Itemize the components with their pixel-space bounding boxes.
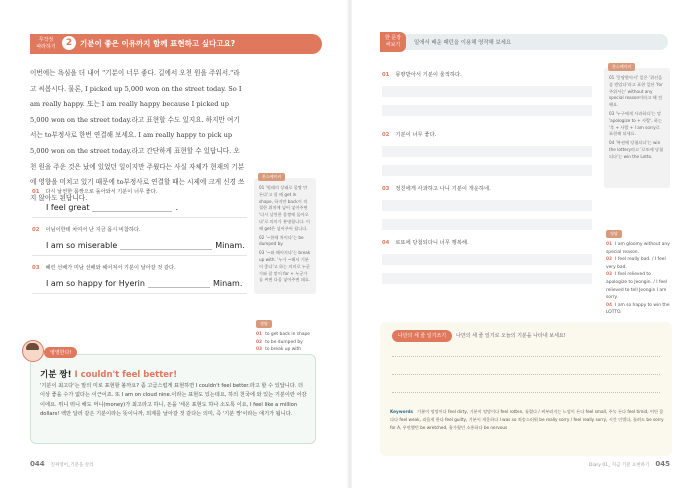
hint-box — [254, 174, 316, 294]
answer-blank[interactable] — [120, 241, 212, 250]
writing-item — [382, 184, 592, 230]
exercise-answer-line: I am so miserable Minam. — [46, 241, 245, 250]
section-tag-line1: 한 문장 — [384, 35, 402, 41]
page-number: 044 — [30, 460, 45, 468]
section-tag-line2: 써보기 — [385, 42, 401, 48]
writing-prompt: 01 몽땅받아서 기분이 울적하다. — [382, 72, 462, 78]
answer-blank[interactable] — [148, 279, 210, 288]
exercise-item — [32, 226, 247, 256]
writing-field[interactable] — [382, 200, 592, 211]
writing-field[interactable] — [382, 105, 592, 116]
exercise-answer-line: I feel great . — [46, 203, 179, 212]
tip-badge: 영영한다! — [44, 347, 77, 358]
exercise-answer: I am so miserable — [46, 241, 118, 250]
exercise-prompt: 01 다시 날씬한 몸짱으로 돌아와서 기분이 너무 좋다. — [32, 189, 158, 195]
diary-line[interactable] — [392, 356, 660, 357]
writing-field[interactable] — [382, 273, 592, 284]
section-tag-line2: 따라하기 — [36, 44, 56, 50]
page-footer — [30, 460, 93, 468]
diary-line[interactable] — [392, 392, 660, 393]
writing-field[interactable] — [382, 165, 592, 176]
answer-tag: 정답 — [606, 230, 622, 238]
writing-field[interactable] — [382, 146, 592, 157]
page-number: 045 — [655, 460, 670, 468]
exercise-answer: I am so happy for Hyerin — [46, 279, 145, 288]
keywords: Keywords 기분이 엉망이다 feel dirty, 기분이 엉망이다 feel rotten, 틀렸다 / 찌부러지는 느낌이 든다 feel small, 주눅 든다 feel timid, 어딘 몸 다다 feel weak, 괴롭게 한다 feel guilty, 기분이 개운하다 I was so 죄송스러워 be really sorry / feel really sorry, 시간 인별다, 틀려도 be sorry for A, 우연했던 be wretched, 흘가웠던 소흥하다 be nervous — [390, 409, 664, 430]
answer-key — [606, 220, 672, 317]
writing-prompt: 02 기분이 너무 좋다. — [382, 132, 437, 138]
diary-box — [380, 322, 672, 456]
writing-field[interactable] — [382, 219, 592, 230]
diary-heading: 나만의 세 줄 일기쓰기 — [392, 330, 452, 342]
hint-box — [604, 64, 670, 188]
exercise-answer: I feel great — [46, 203, 90, 212]
hint-tag: 찬스베이커 — [258, 173, 285, 181]
answer-tag: 정답 — [256, 320, 272, 328]
diary-subheading: 나만의 세 줄 일기로 오늘의 기분을 나타내 보세요! — [456, 333, 566, 339]
hint-text: 01 '원래의 상태로 몸짱 만든다'고 할 때 get in shape, 하지만 back이 적절한 위치에 넣어 넣어주면 '다시 날씬한 몸짱에 돌아오다'로 의미가 분명합니다. 이때 get은 넣어주어 됩니다. 02 '~한테 차이다'는 be dumped by. 03 '~와 헤어지다'는 break up with. '누가 ~해서 기분이 좋다'고 하는 의미로 누군가와 잘 맞이 for + 누군가를 씨면 다음 넣어주면 돼요. — [259, 185, 311, 283]
footer-label: 진짜영어_기분을 살리 — [50, 463, 94, 468]
exercise-answer-line: I am so happy for Hyerin Minam. — [46, 279, 243, 288]
hint-text: 01 '몽땅받아서' 일은 '위선을 좀 받았다'라고 표현 일단 'for 주위서는' without any special reason이라고 해 전해요. 03 '누구에게 사과하다'는 말 'apologize to + 사람', 하는 '후 + 사람 + I am sorry로 표현해 되세요. 04 '복권에 당첨되다'는 win the lottery라고 '로또에 당첨되다'는 win the Lotto. — [609, 75, 664, 159]
section-title: 기분이 좋은 이유까지 함께 표현하고 싶다고요? — [80, 39, 236, 48]
exercise-prompt: 03 혜린 선배가 미남 선배와 헤어져서 기분이 날아갈 것 같다. — [32, 265, 176, 271]
explanation-text: 이번에는 욕심을 더 내어 "기분이 너무 좋다. 길에서 오천 원을 주워서."라고 씨봅시다. 물론, I picked up 5,000 won on the street today. So I am really happy. 또는 I am really happy because I picked up 5,000 won on the street today.라고 표현할 수도 있지요. 하지만 여기서는 to부정사로 한번 연결해 보세요. I am really happy to pick up 5,000 won on the street today.라고 간단하게 표현할 수 있답니다. 오천 원을 주운 것은 났에 있었던 일이지만 주웠다는 사실 자체가 현재의 기분에 영향을 미치고 있기 때문에 to부정사로 연결할 때는 시제에 크게 신경 쓰지 않아도 된답니다. — [30, 69, 245, 202]
section-tag — [32, 34, 60, 54]
exercise-prompt: 02 이님이한테 차여서 난 지금 몹시 비참하다. — [32, 227, 141, 233]
avatar — [22, 340, 44, 362]
section-tag-line1: 무작정 — [38, 37, 54, 43]
writing-field[interactable] — [382, 86, 592, 97]
writing-field[interactable] — [382, 254, 592, 265]
writing-prompt: 04 로또에 당첨되다니 너무 행복해. — [382, 240, 469, 246]
page-footer — [589, 460, 670, 468]
writing-item — [382, 70, 592, 116]
tip-text: '기분이 최고다'는 말의 미로 표현할 볼까요? 좀 고급스럽게 표현하면 I couldn't feel better.라고 할 수 있답니다. 더 이상 좋을 수가 없다는 이근이죠. 또 I am on cloud nine.이라는 표현도 있는데요, 하의 천국에 와 있는 기분이란 어감이에요. 뛰니 뛰니 해도 머니(money)가 최고라고 하니, 돈을 '세온 표현도 하나 소도록 이요, I feel like a million dollars! 백만 달러 같은 기분이라는 뜻이니까, 외제를 날아갈 것 같다는 의미, 즉 '기분 짱'이라는 얘기가 됩니다. — [40, 383, 307, 417]
section-tag — [380, 32, 406, 52]
diary-line[interactable] — [392, 374, 660, 375]
answer-key — [256, 310, 320, 354]
answer-blank[interactable] — [92, 203, 172, 212]
answer-list: 01 I am gloomy without any special reason. 02 I feel really bad. / I feel very bad. 03 I feel relieved to apologize to Jeongin. / I feel relieved to tell Jeongin I am sorry. 04 I am so happy to win the LOTTO. — [606, 242, 670, 316]
footer-label: Diary 01_ 지금 기분 표현하기 — [588, 463, 650, 468]
right-page — [352, 0, 700, 488]
section-title: 일에서 배운 패턴을 이용해 영작해 보세요 — [414, 40, 512, 46]
writing-item — [382, 130, 592, 176]
writing-item — [382, 238, 592, 284]
hint-tag: 찬스베이커 — [608, 63, 635, 71]
answer-list: 01 to get back in shape 02 to be dumped by 03 to break up with — [256, 332, 311, 353]
exercise-item — [32, 188, 247, 218]
tip-title: 기분 짱! I couldn't feel better! — [40, 370, 178, 380]
exercise-item — [32, 264, 247, 294]
left-page — [0, 0, 348, 488]
writing-prompt: 03 정친에게 사과하고 나니 기분이 개운하네. — [382, 186, 491, 192]
section-number: 2 — [62, 36, 76, 50]
